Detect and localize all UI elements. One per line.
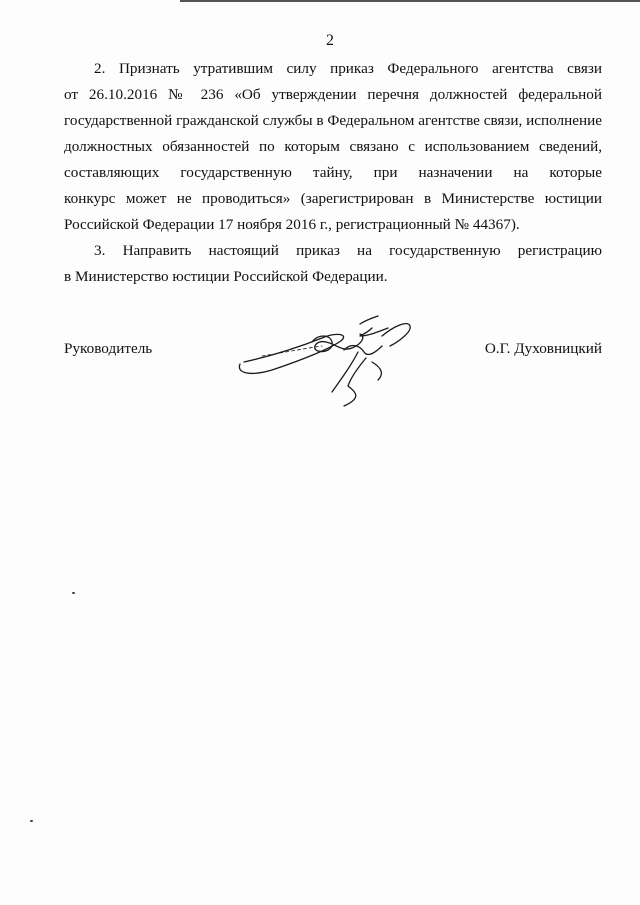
signatory-title: Руководитель [64,340,153,357]
page-number: 2 [326,32,334,49]
paragraph-item-3 [64,238,602,290]
handwritten-signature-icon [232,312,422,412]
paragraph-line: 3. Направить настоящий приказ на государственную регистрацию [94,242,602,259]
paragraph-line: в Министерство юстиции Российской Федерации. [64,268,388,285]
signatory-name: О.Г. Духовницкий [484,340,602,357]
paragraph-line: государственной гражданской службы в Федеральном агентстве связи, исполнение [64,112,602,129]
paragraph-item-2 [64,56,602,238]
paragraph-line: составляющих государственную тайну, при назначении на которые [64,164,602,181]
scan-speck [30,820,33,822]
paragraph-line: от 26.10.2016 № 236 «Об утверждении перечня должностей федеральной [64,86,602,103]
paragraph-line: Российской Федерации 17 ноября 2016 г., регистрационный № 44367). [64,216,520,233]
scan-speck [72,592,75,594]
paragraph-line: должностных обязанностей по которым связано с использованием сведений, [64,138,602,155]
scan-edge [180,0,640,2]
paragraph-line: 2. Признать утратившим силу приказ Федерального агентства связи [94,60,602,77]
paragraph-line: конкурс может не проводиться» (зарегистрирован в Министерстве юстиции [64,190,602,207]
